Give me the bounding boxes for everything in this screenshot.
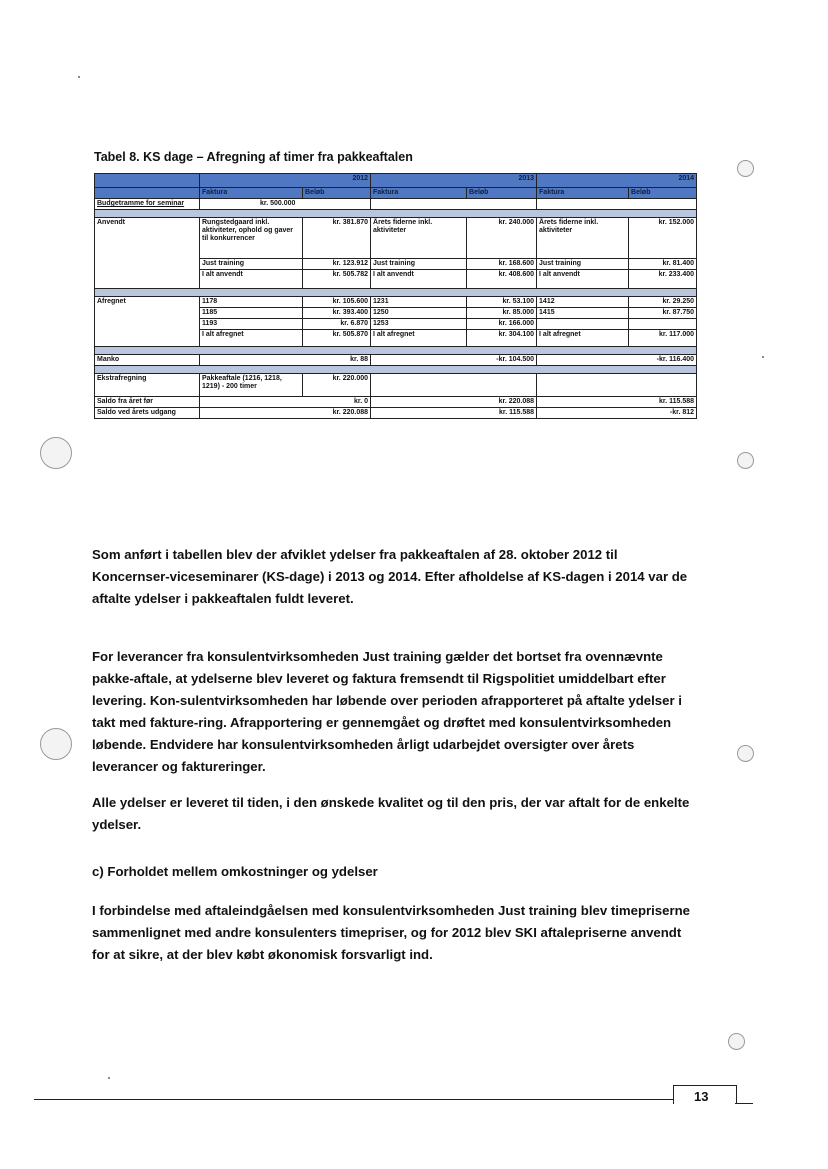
punch-hole-icon: [737, 745, 754, 762]
invoice-cell: 1185: [200, 308, 303, 319]
amount-cell: kr. 85.000: [467, 308, 537, 319]
amount-cell: kr. 6.870: [303, 319, 371, 330]
amount-cell: -kr. 812: [537, 408, 697, 419]
amount-cell: kr. 81.400: [629, 259, 697, 270]
footer-rule: [34, 1099, 674, 1100]
amount-cell: kr. 505.870: [303, 330, 371, 347]
invoice-cell: 1253: [371, 319, 467, 330]
separator: [95, 289, 697, 297]
amount-cell: -kr. 116.400: [537, 355, 697, 366]
amount-cell: kr. 105.600: [303, 297, 371, 308]
col-faktura: Faktura: [200, 188, 303, 199]
amount-cell: kr. 304.100: [467, 330, 537, 347]
invoice-cell: 1250: [371, 308, 467, 319]
separator: [95, 347, 697, 355]
scan-speck: [78, 76, 80, 78]
amount-cell: kr. 220.088: [200, 408, 371, 419]
saldo-start-row: [95, 397, 697, 408]
col-beloeb: Beløb: [467, 188, 537, 199]
row-label: Saldo fra året før: [95, 397, 200, 408]
table-caption: Tabel 8. KS dage – Afregning af timer fra pakkeaftalen: [94, 150, 413, 164]
text-cell: Just training: [537, 259, 629, 270]
row-label: Manko: [95, 355, 200, 366]
ks-settlement-table: [94, 173, 697, 419]
amount-cell: kr. 115.588: [371, 408, 537, 419]
amount-cell: kr. 220.000: [303, 374, 371, 397]
amount-cell: kr. 240.000: [467, 218, 537, 259]
amount-cell: kr. 0: [200, 397, 371, 408]
row-label: Saldo ved årets udgang: [95, 408, 200, 419]
scan-speck: [108, 1077, 110, 1079]
afregnet-row-1: [95, 297, 697, 308]
amount-cell: kr. 53.100: [467, 297, 537, 308]
amount-cell: kr. 123.912: [303, 259, 371, 270]
invoice-cell: 1178: [200, 297, 303, 308]
paragraph-3: Alle ydelser er leveret til tiden, i den ønskede kvalitet og til den pris, der var aftalt for de enkelte ydelser.: [92, 795, 690, 832]
saldo-end-row: [95, 408, 697, 419]
amount-cell: kr. 393.400: [303, 308, 371, 319]
amount-cell: kr. 505.782: [303, 270, 371, 289]
column-header-row: [95, 188, 697, 199]
anvendt-row-1: [95, 218, 697, 259]
text-cell: Årets fiderne inkl. aktiviteter: [371, 218, 467, 259]
empty-cell: [95, 174, 200, 188]
text-cell: I alt afregnet: [371, 330, 467, 347]
row-label: Anvendt: [95, 218, 200, 289]
amount-cell: kr. 152.000: [629, 218, 697, 259]
text-cell: Pakkeaftale (1216, 1218, 1219) - 200 timer: [200, 374, 303, 397]
year-2012: 2012: [200, 174, 371, 188]
text-cell: I alt afregnet: [537, 330, 629, 347]
punch-hole-icon: [40, 437, 72, 469]
col-beloeb: Beløb: [629, 188, 697, 199]
paragraph-4: I forbindelse med aftaleindgåelsen med konsulentvirksomheden Just training blev timepriserne sammenlignet med andre konsulenters timepriser, og for 2012 blev SKI aftalepriserne anvendt for at sikre, at der blev købt økonomisk forsvarligt ind.: [92, 903, 690, 962]
invoice-cell: 1231: [371, 297, 467, 308]
col-beloeb: Beløb: [303, 188, 371, 199]
manko-row: [95, 355, 697, 366]
separator: [95, 210, 697, 218]
invoice-cell: 1412: [537, 297, 629, 308]
footer-rule: [735, 1103, 753, 1104]
punch-hole-icon: [737, 160, 754, 177]
amount-cell: kr. 381.870: [303, 218, 371, 259]
invoice-cell: 1415: [537, 308, 629, 319]
text-cell: I alt anvendt: [200, 270, 303, 289]
amount-cell: kr. 168.600: [467, 259, 537, 270]
text-cell: I alt anvendt: [371, 270, 467, 289]
col-faktura: Faktura: [537, 188, 629, 199]
separator: [95, 366, 697, 374]
punch-hole-icon: [737, 452, 754, 469]
budget-row: [95, 199, 697, 210]
amount-cell: kr. 117.000: [629, 330, 697, 347]
amount-cell: kr. 233.400: [629, 270, 697, 289]
text-cell: Rungstedgaard inkl. aktiviteter, ophold og gaver til konkurrencer: [200, 218, 303, 259]
text-cell: Just training: [200, 259, 303, 270]
text-cell: I alt anvendt: [537, 270, 629, 289]
row-label: Ekstrafregning: [95, 374, 200, 397]
scan-speck: [762, 356, 764, 358]
paragraph-2: For leverancer fra konsulentvirksomheden Just training gælder det bortset fra ovennævnte pakke-aftale, at ydelserne blev leveret og faktura fremsendt til Rigspolitiet umiddelbart efter levering. Kon-sulentvirksomheden har løbende over perioden afrapporteret på aftalte ydelser i takt med fakture-ring. Afrapportering er gennemgået og drøftet med konsulentvirksomheden løbende. Endvidere har konsulentvirksomheden årligt udarbejdet oversigter over årets leverancer og faktureringer.: [92, 649, 682, 774]
ekstra-row: [95, 374, 697, 397]
amount-cell: kr. 88: [200, 355, 371, 366]
invoice-cell: 1193: [200, 319, 303, 330]
year-2014: 2014: [537, 174, 697, 188]
amount-cell: kr. 166.000: [467, 319, 537, 330]
paragraph-1: Som anført i tabellen blev der afviklet ydelser fra pakkeaftalen af 28. oktober 2012 til Koncernser-viceseminarer (KS-dage) i 2013 og 2014. Efter afholdelse af KS-dagen i 2014 var de aftalte ydelser i pakkeaftalen fuldt leveret.: [92, 547, 688, 606]
amount-cell: kr. 29.250: [629, 297, 697, 308]
page-number: 13: [694, 1089, 709, 1104]
amount-cell: kr. 87.750: [629, 308, 697, 319]
text-cell: Årets fiderne inkl. aktiviteter: [537, 218, 629, 259]
row-label: Afregnet: [95, 297, 200, 347]
budget-amount: kr. 500.000: [200, 199, 371, 210]
punch-hole-icon: [728, 1033, 745, 1050]
row-label: Budgetramme for seminar: [95, 199, 200, 210]
amount-cell: kr. 408.600: [467, 270, 537, 289]
year-header-row: [95, 174, 697, 188]
col-faktura: Faktura: [371, 188, 467, 199]
amount-cell: -kr. 104.500: [371, 355, 537, 366]
year-2013: 2013: [371, 174, 537, 188]
empty-cell: [95, 188, 200, 199]
text-cell: I alt afregnet: [200, 330, 303, 347]
amount-cell: kr. 220.088: [371, 397, 537, 408]
punch-hole-icon: [40, 728, 72, 760]
section-heading: c) Forholdet mellem omkostninger og ydelser: [92, 864, 378, 879]
text-cell: Just training: [371, 259, 467, 270]
amount-cell: kr. 115.588: [537, 397, 697, 408]
